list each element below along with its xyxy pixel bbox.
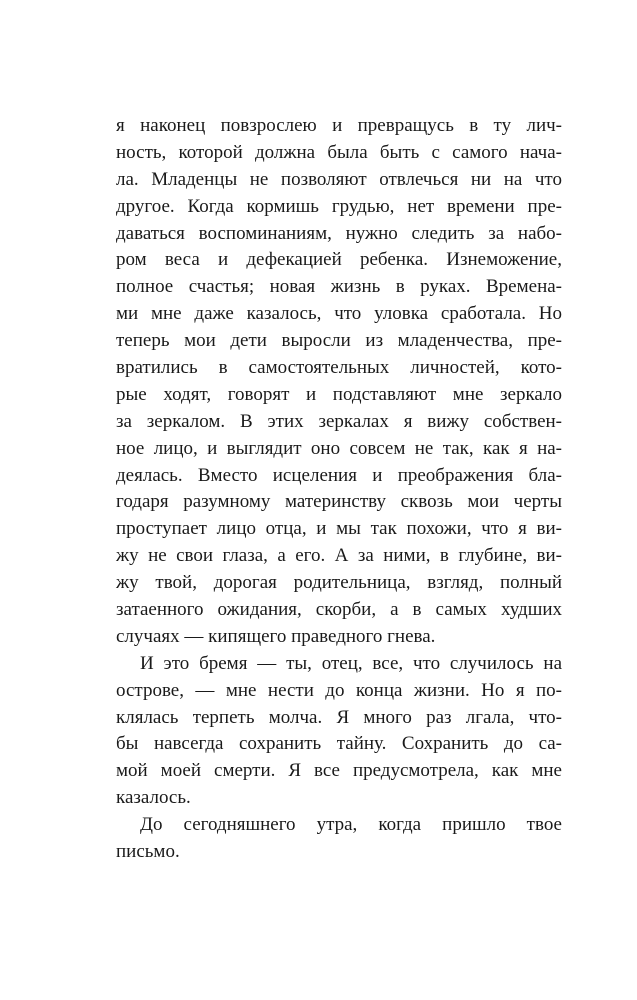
text-line: за зеркалом. В этих зеркалах я вижу собствен- — [116, 410, 562, 432]
paragraph — [116, 113, 562, 651]
text-line: ла. Младенцы не позволяют отвлечься ни на что — [116, 168, 562, 190]
text-line: другое. Когда кормишь грудью, нет времени пре- — [116, 195, 562, 217]
text-line: казалось. — [116, 787, 191, 809]
paragraph — [116, 812, 562, 866]
text-line: ность, которой должна была быть с самого нача- — [116, 141, 562, 163]
text-line: полное счастья; новая жизнь в руках. Времена- — [116, 276, 562, 298]
text-line: письмо. — [116, 841, 180, 863]
text-line: До сегодняшнего утра, когда пришло твое — [140, 814, 562, 836]
text-line: деялась. Вместо исцеления и преображения бла- — [116, 464, 562, 486]
text-line: годаря разумному материнству сквозь мои черты — [116, 491, 562, 513]
text-line: мой моей смерти. Я все предусмотрела, как мне — [116, 760, 562, 782]
text-line: проступает лицо отца, и мы так похожи, что я ви- — [116, 518, 562, 540]
text-line: затаенного ожидания, скорби, а в самых худших — [116, 599, 562, 621]
text-line: я наконец повзрослею и превращусь в ту лич- — [116, 115, 562, 136]
text-line: случаях — кипящего праведного гнева. — [116, 625, 436, 647]
text-line: даваться воспоминаниям, нужно следить за набо- — [116, 222, 562, 244]
body-text — [116, 113, 562, 866]
text-line: теперь мои дети выросли из младенчества, пре- — [116, 330, 562, 352]
paragraph — [116, 651, 562, 812]
text-line: острове, — мне нести до конца жизни. Но я по- — [116, 679, 562, 701]
text-line: клялась терпеть молча. Я много раз лгала, что- — [116, 706, 562, 728]
text-line: рые ходят, говорят и подставляют мне зеркало — [116, 383, 562, 405]
text-line: ное лицо, и выглядит оно совсем не так, как я на- — [116, 437, 562, 459]
text-line: жу не свои глаза, а его. А за ними, в глубине, ви- — [116, 545, 562, 567]
text-line: ми мне даже казалось, что уловка сработала. Но — [116, 303, 562, 325]
text-line: И это бремя — ты, отец, все, что случилось на — [140, 652, 562, 674]
text-line: вратились в самостоятельных личностей, кото- — [116, 357, 562, 379]
text-line: ром веса и дефекацией ребенка. Изнеможение, — [116, 249, 562, 271]
text-line: жу твой, дорогая родительница, взгляд, полный — [116, 572, 562, 594]
text-line: бы навсегда сохранить тайну. Сохранить до са- — [116, 733, 562, 755]
